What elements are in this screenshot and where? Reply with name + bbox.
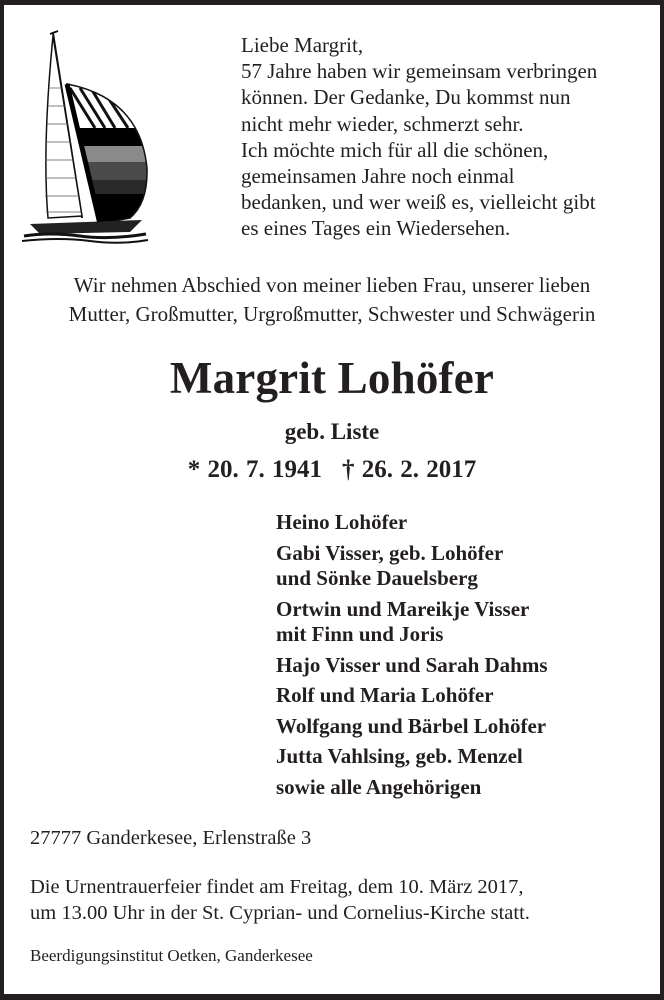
mourner-entry	[276, 744, 636, 770]
mourners-list	[276, 510, 636, 805]
mourner-entry	[276, 510, 636, 536]
mourner-line: Gabi Visser, geb. Lohöfer	[276, 540, 504, 565]
deceased-name: Margrit Lohöfer	[169, 353, 495, 403]
mourner-line: und Sönke Dauelsberg	[276, 566, 478, 590]
poem-line: bedanken, und wer weiß es, vielleicht gibt	[241, 190, 596, 215]
mourner-line: mit Finn und Joris	[276, 622, 444, 646]
mourner-line: sowie alle Angehörigen	[276, 774, 482, 799]
service-line: Die Urnentrauerfeier findet am Freitag, dem 10. März 2017,	[30, 876, 524, 898]
mourner-entry	[276, 653, 636, 679]
poem-line: nicht mehr wieder, schmerzt sehr.	[241, 111, 524, 136]
poem-line: können. Der Gedanke, Du kommst nun	[241, 85, 571, 110]
mourner-line: Jutta Vahlsing, geb. Menzel	[276, 744, 523, 768]
poem-line: es eines Tages ein Wiedersehen.	[241, 216, 511, 241]
sailboat-spinnaker-icon	[20, 28, 150, 244]
mourner-entry	[276, 714, 636, 740]
intro-line: Mutter, Großmutter, Urgroßmutter, Schwester und Schwägerin	[68, 302, 596, 326]
poem-line: Liebe Margrit,	[241, 33, 364, 57]
maiden-name: geb. Liste	[284, 419, 380, 444]
intro-line: Wir nehmen Abschied von meiner lieben Frau, unserer lieben	[73, 273, 591, 297]
life-dates	[4, 455, 660, 485]
mourner-entry	[276, 683, 636, 709]
farewell-intro	[4, 271, 660, 329]
poem-line: gemeinsamen Jahre noch einmal	[241, 164, 515, 189]
service-info	[30, 874, 530, 926]
funeral-home: Beerdigungsinstitut Oetken, Ganderkesee	[30, 946, 313, 965]
service-line: um 13.00 Uhr in der St. Cyprian- und Cornelius-Kirche statt.	[30, 902, 530, 924]
mourner-line: Wolfgang und Bärbel Lohöfer	[276, 713, 547, 738]
family-address: 27777 Ganderkesee, Erlenstraße 3	[30, 827, 312, 849]
poem-line: 57 Jahre haben wir gemeinsam verbringen	[241, 59, 598, 84]
mourner-line: Heino Lohöfer	[276, 510, 408, 534]
obituary-notice	[4, 5, 660, 994]
mourner-line: Rolf und Maria Lohöfer	[276, 683, 494, 707]
mourner-entry	[276, 597, 636, 648]
mourner-entry	[276, 775, 636, 801]
poem-text	[241, 32, 651, 242]
birth-date: * 20. 7. 1941	[187, 456, 322, 483]
poem-line: Ich möchte mich für all die schönen,	[241, 137, 549, 162]
mourner-line: Ortwin und Mareikje Visser	[276, 596, 530, 621]
death-date: † 26. 2. 2017	[342, 456, 477, 483]
mourner-line: Hajo Visser und Sarah Dahms	[276, 652, 548, 677]
mourner-entry	[276, 541, 636, 592]
